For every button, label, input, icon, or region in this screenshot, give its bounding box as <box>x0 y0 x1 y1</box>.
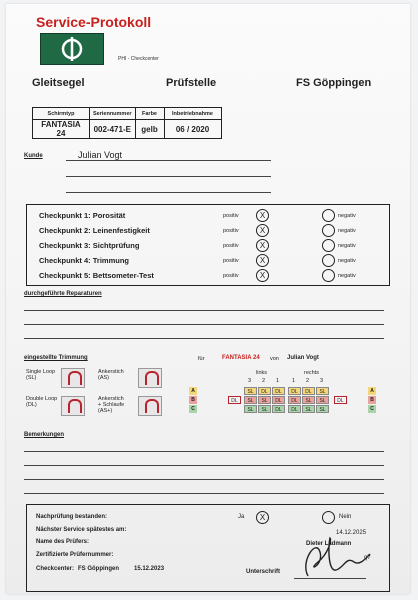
option-label: (AS+) <box>98 408 113 414</box>
positive-checkbox-4[interactable]: X <box>256 254 269 267</box>
double-loop-image <box>61 396 85 416</box>
positive-label: positiv <box>223 243 239 249</box>
brand-logo <box>40 33 104 65</box>
remarks-line <box>24 493 384 494</box>
negative-label: negativ <box>338 243 356 249</box>
col-number: 2 <box>262 378 266 384</box>
col-number: 2 <box>306 378 310 384</box>
next-service-label: Nächster Service spätestes am: <box>36 527 127 533</box>
remarks-label: Bemerkungen <box>24 432 65 438</box>
option-label: Single Loop <box>26 369 56 375</box>
trim-cell-b: DL <box>288 396 301 404</box>
negative-label: negativ <box>338 273 356 279</box>
option-label: (DL) <box>26 402 37 408</box>
checkpoint-2: Checkpunkt 2: Leinenfestigkeit <box>39 226 150 235</box>
trim-cell-c: SL <box>316 405 329 413</box>
inspector-name: Dieter Ladmann <box>306 541 352 547</box>
page-title: Service-Protokoll <box>36 14 152 30</box>
negative-checkbox-3[interactable] <box>322 239 335 252</box>
positive-label: positiv <box>223 213 239 219</box>
trim-cell-c: SL <box>258 405 271 413</box>
trim-cell-a: DL <box>258 387 271 395</box>
col-number: 1 <box>276 378 280 384</box>
owner-name: Julian Vogt <box>78 150 123 160</box>
cert-label: Zertifizierte Prüfernummer: <box>36 552 114 558</box>
col-number: 3 <box>248 378 252 384</box>
checkcenter-value: FS Göppingen <box>78 566 119 572</box>
signature-label: Unterschrift <box>246 569 281 575</box>
passed-ja-checkbox[interactable]: X <box>256 511 269 524</box>
option-label: (SL) <box>26 375 37 381</box>
passed-nein-checkbox[interactable] <box>322 511 335 524</box>
checkpoint-5: Checkpunkt 5: Bettsometer-Test <box>39 271 154 280</box>
ankerstich-schlaufe-label <box>98 396 124 414</box>
trimming-label: eingestellte Trimmung <box>24 355 88 361</box>
negative-checkbox-1[interactable] <box>322 209 335 222</box>
single-loop-image <box>61 368 85 388</box>
option-label: Ankerstich <box>98 396 124 402</box>
trim-cell-outer-right: DL <box>334 396 347 404</box>
owner-line <box>66 160 271 161</box>
trim-cell-a: SL <box>244 387 257 395</box>
trim-cell-a: DL <box>272 387 285 395</box>
trim-cell-b: SL <box>316 396 329 404</box>
check-date: 15.12.2023 <box>134 566 165 572</box>
option-label: + Schlaufe <box>98 402 125 408</box>
trim-cell-a: DL <box>288 387 301 395</box>
trim-cell-a: SL <box>316 387 329 395</box>
remarks-line <box>24 465 384 466</box>
trimming-pilot: Julian Vogt <box>287 355 319 361</box>
trimming-glider: FANTASIA 24 <box>222 355 260 361</box>
passed-label: Nachprüfung bestanden: <box>36 514 108 520</box>
inspector-label: Name des Prüfers: <box>36 539 90 545</box>
address-line <box>66 176 271 177</box>
trim-cell-b: SL <box>258 396 271 404</box>
table-header: Farbe <box>135 108 164 120</box>
trim-cell-b: SL <box>302 396 315 404</box>
row-tag-a: A <box>189 387 197 395</box>
owner-label: Kunde <box>24 153 43 159</box>
repairs-label: durchgeführte Reparaturen <box>24 291 102 297</box>
protocol-sheet <box>6 4 410 594</box>
trim-cell-a: DL <box>302 387 315 395</box>
ja-label: Ja <box>238 514 245 520</box>
table-cell: FANTASIA 24 <box>33 120 90 139</box>
glider-type: Gleitsegel <box>32 77 85 89</box>
checkpoint-4: Checkpunkt 4: Trimmung <box>39 256 130 265</box>
station-value: FS Göppingen <box>296 77 372 89</box>
positive-checkbox-2[interactable]: X <box>256 224 269 237</box>
trim-cell-c: DL <box>288 405 301 413</box>
remarks-line <box>24 451 384 452</box>
nein-label: Nein <box>339 514 352 520</box>
table-cell: gelb <box>135 120 164 139</box>
negative-label: negativ <box>338 213 356 219</box>
links-label: links <box>256 370 268 376</box>
row-tag-c: C <box>368 405 376 413</box>
checkpoint-3: Checkpunkt 3: Sichtprüfung <box>39 241 140 250</box>
remarks-line <box>24 479 384 480</box>
table-header: Inbetriebnahme <box>164 108 221 120</box>
phi-logo-icon <box>41 34 103 64</box>
glider-info-table <box>32 107 222 139</box>
positive-checkbox-1[interactable]: X <box>256 209 269 222</box>
row-tag-b: B <box>189 396 197 404</box>
repairs-line <box>24 310 384 311</box>
double-loop-label <box>26 396 57 408</box>
row-tag-b: B <box>368 396 376 404</box>
ankerstich-schlaufe-image <box>138 396 162 416</box>
ankerstich-label <box>98 369 124 381</box>
table-header: Seriennummer <box>90 108 136 120</box>
positive-label: positiv <box>223 273 239 279</box>
single-loop-label <box>26 369 55 381</box>
option-label: Ankerstich <box>98 369 124 375</box>
repairs-line <box>24 324 384 325</box>
positive-checkbox-3[interactable]: X <box>256 239 269 252</box>
next-service-date: 14.12.2025 <box>336 530 367 536</box>
negative-checkbox-4[interactable] <box>322 254 335 267</box>
repairs-line <box>24 338 384 339</box>
option-label: (AS) <box>98 375 109 381</box>
trim-cell-b: SL <box>244 396 257 404</box>
rechts-label: rechts <box>304 370 319 376</box>
trimming-von: von <box>270 356 279 362</box>
table-header: Schirmtyp <box>33 108 90 120</box>
positive-label: positiv <box>223 258 239 264</box>
table-cell: 002-471-E <box>90 120 136 139</box>
negative-label: negativ <box>338 228 356 234</box>
negative-checkbox-5[interactable] <box>322 269 335 282</box>
trim-cell-c: SL <box>302 405 315 413</box>
negative-label: negativ <box>338 258 356 264</box>
negative-checkbox-2[interactable] <box>322 224 335 237</box>
trimming-fuer: für <box>198 356 205 362</box>
checkpoint-1: Checkpunkt 1: Porosität <box>39 211 126 220</box>
address-line <box>66 192 271 193</box>
station-label: Prüfstelle <box>166 77 217 89</box>
trim-cell-outer-left: DL <box>228 396 241 404</box>
col-number: 1 <box>292 378 296 384</box>
logo-subtitle: PHI - Checkcenter <box>118 56 159 62</box>
trim-cell-c: SL <box>244 405 257 413</box>
checkcenter-label: Checkcenter: <box>36 566 75 572</box>
option-label: Double Loop <box>26 396 58 402</box>
cert-value: q7 <box>364 555 371 561</box>
table-cell: 06 / 2020 <box>164 120 221 139</box>
ankerstich-image <box>138 368 162 388</box>
col-number: 3 <box>320 378 324 384</box>
signature-scribble-icon <box>298 532 372 580</box>
trim-cell-b: DL <box>272 396 285 404</box>
positive-label: positiv <box>223 228 239 234</box>
row-tag-a: A <box>368 387 376 395</box>
trim-cell-c: DL <box>272 405 285 413</box>
row-tag-c: C <box>189 405 197 413</box>
positive-checkbox-5[interactable]: X <box>256 269 269 282</box>
